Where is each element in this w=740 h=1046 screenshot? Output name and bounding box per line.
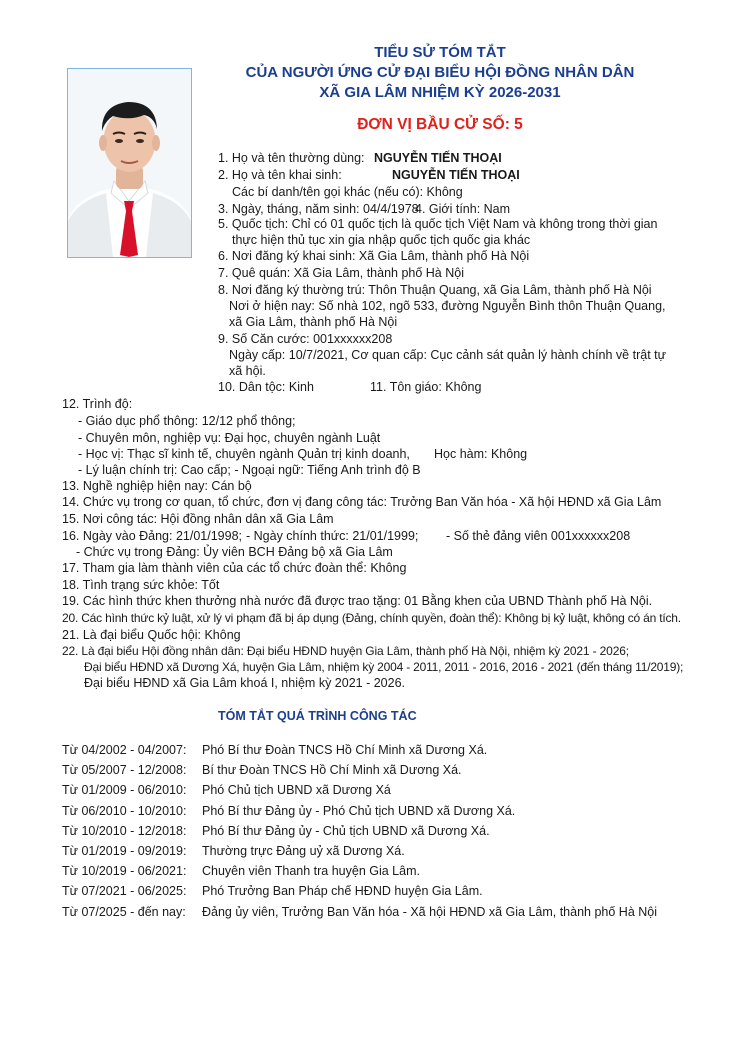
item-8-residence: 8. Nơi đăng ký thường trú: Thôn Thuận Quang, xã Gia Lâm, thành phố Hà Nội (218, 283, 652, 297)
career-description: Phó Bí thư Đảng ủy - Chủ tịch UBND xã Dương Xá. (202, 823, 490, 838)
item-10-ethnicity: 10. Dân tộc: Kinh (218, 380, 314, 394)
item-14-position: 14. Chức vụ trong cơ quan, tổ chức, đơn vị đang công tác: Trưởng Ban Văn hóa - Xã hội HĐND xã Gia Lâm (62, 495, 662, 509)
item-6-birth-registration: 6. Nơi đăng ký khai sinh: Xã Gia Lâm, thành phố Hà Nội (218, 249, 530, 263)
item-5-nationality-cont: thực hiện thủ tục xin gia nhập quốc tịch quốc gia khác (232, 233, 531, 247)
career-description: Đảng ủy viên, Trưởng Ban Văn hóa - Xã hội HĐND xã Gia Lâm, thành phố Hà Nội (202, 904, 657, 919)
item-2-alias: Các bí danh/tên gọi khác (nếu có): Không (232, 185, 463, 199)
item-16-party-join: 16. Ngày vào Đảng: 21/01/1998; (62, 529, 242, 543)
title-line-1: TIỂU SỬ TÓM TẮT (374, 44, 506, 61)
item-9-issue-info: Ngày cấp: 10/7/2021, Cơ quan cấp: Cục cảnh sát quản lý hành chính về trật tự (229, 348, 666, 362)
career-period: Từ 06/2010 - 10/2010: (62, 803, 187, 818)
item-21-national-assembly: 21. Là đại biểu Quốc hội: Không (62, 628, 241, 642)
item-16-party-position: - Chức vụ trong Đảng: Ủy viên BCH Đảng bộ xã Gia Lâm (76, 545, 393, 559)
career-description: Chuyên viên Thanh tra huyện Gia Lâm. (202, 864, 420, 879)
item-22-council-delegate-cont: Đại biểu HĐND xã Dương Xá, huyện Gia Lâm, nhiệm kỳ 2004 - 2011, 2011 - 2016, 2016 - 2021 (đến tháng 11/2019); (84, 660, 684, 674)
item-2-label: 2. Họ và tên khai sinh: (218, 168, 342, 182)
item-12-education: 12. Trình độ: (62, 397, 133, 411)
item-2-name: NGUYỄN TIẾN THOẠI (392, 168, 520, 182)
item-8-current-address-cont: xã Gia Lâm, thành phố Hà Nội (229, 315, 398, 329)
career-section-title: TÓM TẮT QUÁ TRÌNH CÔNG TÁC (218, 709, 417, 723)
item-12-general-education: - Giáo dục phổ thông: 12/12 phổ thông; (78, 414, 296, 428)
item-15-workplace: 15. Nơi công tác: Hội đồng nhân dân xã Gia Lâm (62, 512, 334, 526)
item-9-issue-info-cont: xã hội. (229, 364, 266, 378)
item-12-academic-title: Học hàm: Không (434, 447, 528, 461)
career-period: Từ 07/2025 - đến nay: (62, 904, 186, 919)
career-period: Từ 10/2010 - 12/2018: (62, 823, 187, 838)
career-period: Từ 05/2007 - 12/2008: (62, 763, 187, 778)
item-11-religion: 11. Tôn giáo: Không (370, 380, 482, 394)
item-13-occupation: 13. Nghề nghiệp hiện nay: Cán bộ (62, 479, 252, 493)
career-period: Từ 10/2019 - 06/2021: (62, 864, 187, 879)
item-1-name: NGUYỄN TIẾN THOẠI (374, 151, 502, 165)
career-description: Phó Chủ tịch UBND xã Dương Xá (202, 783, 391, 798)
item-22-council-delegate-cont-2: Đại biểu HĐND xã Gia Lâm khoá I, nhiệm kỳ 2021 - 2026. (84, 676, 405, 690)
career-description: Phó Trưởng Ban Pháp chế HĐND huyện Gia Lâm. (202, 884, 483, 899)
item-3-birthdate: 3. Ngày, tháng, năm sinh: 04/4/1978 (218, 202, 419, 216)
item-12-political-theory: - Lý luận chính trị: Cao cấp; - Ngoại ngữ: Tiếng Anh trình độ B (78, 463, 421, 477)
item-8-current-address: Nơi ở hiện nay: Số nhà 102, ngõ 533, đường Nguyễn Bình thôn Thuận Quang, (229, 299, 666, 313)
item-18-health: 18. Tình trạng sức khỏe: Tốt (62, 578, 220, 592)
item-12-specialty: - Chuyên môn, nghiệp vụ: Đại học, chuyên ngành Luật (78, 431, 381, 445)
item-19-awards: 19. Các hình thức khen thưởng nhà nước đã được trao tặng: 01 Bằng khen của UBND Thành phố Hà Nội. (62, 594, 653, 608)
career-description: Phó Bí thư Đảng ủy - Phó Chủ tịch UBND xã Dương Xá. (202, 803, 516, 818)
career-period: Từ 07/2021 - 06/2025: (62, 884, 187, 899)
candidate-photo (67, 68, 192, 258)
career-period: Từ 01/2019 - 09/2019: (62, 844, 187, 858)
item-5-nationality: 5. Quốc tịch: Chỉ có 01 quốc tịch là quốc tịch Việt Nam và không trong thời gian (218, 217, 658, 231)
item-4-gender: 4. Giới tính: Nam (415, 202, 511, 216)
title-line-3: XÃ GIA LÂM NHIỆM KỲ 2026-2031 (319, 84, 561, 101)
career-description: Thường trực Đảng uỷ xã Dương Xá. (202, 844, 405, 858)
career-period: Từ 04/2002 - 04/2007: (62, 743, 187, 757)
item-17-organizations: 17. Tham gia làm thành viên của các tổ chức đoàn thể: Không (62, 561, 407, 575)
item-16-party-official: - Ngày chính thức: 21/01/1999; (246, 529, 419, 543)
career-period: Từ 01/2009 - 06/2010: (62, 783, 187, 798)
item-7-hometown: 7. Quê quán: Xã Gia Lâm, thành phố Hà Nội (218, 266, 464, 280)
career-description: Phó Bí thư Đoàn TNCS Hồ Chí Minh xã Dương Xá. (202, 743, 488, 757)
item-1-label: 1. Họ và tên thường dùng: (218, 151, 365, 165)
item-9-id-number: 9. Số Căn cước: 001xxxxxx208 (218, 332, 393, 346)
title-line-2: CỦA NGƯỜI ỨNG CỬ ĐẠI BIỂU HỘI ĐỒNG NHÂN DÂN (245, 64, 635, 81)
electoral-unit: ĐƠN VỊ BẦU CỬ SỐ: 5 (357, 116, 523, 133)
item-12-degree: - Học vị: Thạc sĩ kinh tế, chuyên ngành Quản trị kinh doanh, (78, 447, 410, 461)
item-22-council-delegate: 22. Là đại biểu Hội đồng nhân dân: Đại biểu HĐND huyện Gia Lâm, thành phố Hà Nội, nhiệm kỳ 2021 - 2026; (62, 644, 629, 658)
career-description: Bí thư Đoàn TNCS Hồ Chí Minh xã Dương Xá. (202, 763, 462, 778)
portrait-illustration (68, 69, 191, 257)
item-16-party-card: - Số thẻ đảng viên 001xxxxxx208 (446, 529, 631, 543)
item-20-discipline: 20. Các hình thức kỷ luật, xử lý vi phạm đã bị áp dụng (Đảng, chính quyền, đoàn thể): Không bị kỷ luật, không có án tích. (62, 611, 681, 625)
